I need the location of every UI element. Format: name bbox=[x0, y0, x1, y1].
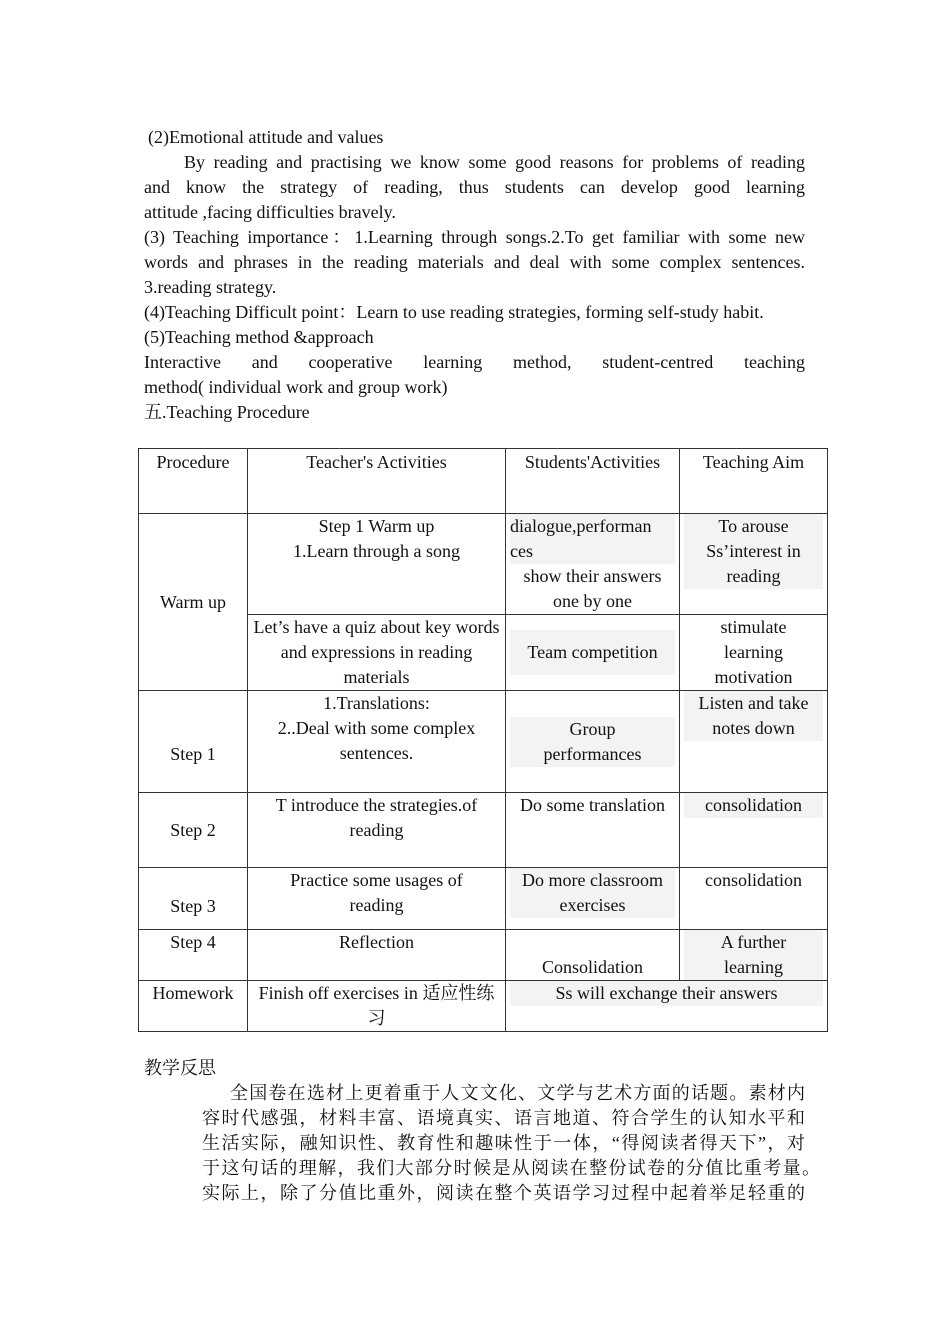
cell-text: consolidation bbox=[684, 793, 823, 818]
heading-method: (5)Teaching method &approach bbox=[144, 327, 374, 347]
cell-aim bbox=[680, 930, 828, 981]
paragraph-line: 3.reading strategy. bbox=[144, 277, 277, 297]
cell-line: one by one bbox=[553, 591, 632, 611]
cell-teacher: Finish off exercises in 适应性练习 bbox=[248, 981, 506, 1032]
reflection-line: 实际上，除了分值比重外，阅读在整个英语学习过程中起着举足轻重的 bbox=[202, 1183, 805, 1203]
header-teacher: Teacher's Activities bbox=[248, 449, 506, 514]
table-row bbox=[139, 981, 828, 1032]
reflection-line: 于这句话的理解，我们大部分时候是从阅读在整份试卷的分值比重考量。 bbox=[202, 1158, 820, 1178]
table-row bbox=[139, 868, 828, 930]
cell-teacher bbox=[248, 514, 506, 615]
cell-aim: stimulate learning motivation bbox=[680, 615, 828, 691]
cell-aim bbox=[680, 514, 828, 615]
cell-line: ces bbox=[510, 539, 675, 564]
cell-students bbox=[506, 514, 680, 615]
cell-teacher: Reflection bbox=[248, 930, 506, 981]
cell-line: show their answers bbox=[523, 566, 662, 586]
table-row bbox=[139, 793, 828, 868]
cell-teacher bbox=[248, 691, 506, 793]
paragraph-line: and know the strategy of reading, thus students can develop good learning bbox=[144, 177, 805, 197]
cell-teacher: Let’s have a quiz about key words and expressions in reading materials bbox=[248, 615, 506, 691]
cell-students-aim bbox=[506, 981, 828, 1032]
procedure-table bbox=[138, 448, 828, 1032]
cell-students bbox=[506, 615, 680, 691]
paragraph-line: words and phrases in the reading materials and deal with some complex sentences. bbox=[144, 252, 805, 272]
header-aim: Teaching Aim bbox=[680, 449, 828, 514]
heading-procedure: 五.Teaching Procedure bbox=[144, 402, 310, 422]
cell-teacher: Practice some usages of reading bbox=[248, 868, 506, 930]
cell-aim bbox=[680, 691, 828, 793]
cell-text: Listen and take notes down bbox=[684, 691, 823, 741]
paragraph-line: Interactive and cooperative learning method, student-centred teaching bbox=[144, 352, 805, 372]
reflection-title: 教学反思 bbox=[144, 1058, 216, 1078]
cell-text: To arouse Ss’interest in reading bbox=[684, 514, 823, 589]
paragraph-line: method( individual work and group work) bbox=[144, 377, 448, 397]
cell-aim bbox=[680, 793, 828, 868]
heading-importance: (3) Teaching importance：1.Learning through songs.2.To get familiar with some new bbox=[144, 227, 805, 247]
cell-students: Consolidation bbox=[506, 930, 680, 981]
cell-line: Step 1 Warm up bbox=[318, 516, 435, 536]
cell-procedure: Homework bbox=[139, 981, 248, 1032]
cell-line: dialogue,performan bbox=[510, 514, 675, 539]
cell-text: A further learning bbox=[684, 930, 823, 980]
heading-difficult: (4)Teaching Difficult point：Learn to use reading strategies, forming self-study habit. bbox=[144, 302, 764, 322]
heading-emotional: (2)Emotional attitude and values bbox=[148, 127, 384, 147]
cell-aim: consolidation bbox=[680, 868, 828, 930]
table-row bbox=[139, 930, 828, 981]
cell-teacher: T introduce the strategies.of reading bbox=[248, 793, 506, 868]
paragraph-line: attitude ,facing difficulties bravely. bbox=[144, 202, 396, 222]
table-row bbox=[139, 691, 828, 793]
cell-text: Do more classroom exercises bbox=[510, 868, 675, 918]
cell-line: 1.Learn through a song bbox=[293, 541, 460, 561]
header-procedure: Procedure bbox=[139, 449, 248, 514]
reflection-line: 容时代感强，材料丰富、语境真实、语言地道、符合学生的认知水平和 bbox=[202, 1108, 805, 1128]
cell-text: Team competition bbox=[510, 630, 675, 675]
cell-procedure: Step 4 bbox=[139, 930, 248, 981]
table-header-row bbox=[139, 449, 828, 514]
cell-students bbox=[506, 691, 680, 793]
reflection-line: 全国卷在选材上更着重于人文文化、文学与艺术方面的话题。素材内 bbox=[230, 1083, 805, 1103]
cell-text: Group performances bbox=[510, 717, 675, 767]
reflection-line: 生活实际，融知识性、教育性和趣味性于一体，“得阅读者得天下”，对 bbox=[202, 1133, 805, 1153]
header-students: Students'Activities bbox=[506, 449, 680, 514]
cell-procedure: Step 2 bbox=[139, 793, 248, 868]
cell-text: Ss will exchange their answers bbox=[510, 981, 823, 1006]
paragraph-line: By reading and practising we know some good reasons for problems of reading bbox=[184, 152, 805, 172]
cell-line: 2..Deal with some complex sentences. bbox=[277, 718, 476, 763]
cell-students bbox=[506, 868, 680, 930]
cell-procedure: Warm up bbox=[139, 514, 248, 691]
table-row bbox=[139, 514, 828, 615]
cell-students: Do some translation bbox=[506, 793, 680, 868]
cell-procedure: Step 3 bbox=[139, 868, 248, 930]
cell-procedure: Step 1 bbox=[139, 691, 248, 793]
cell-line: 1.Translations: bbox=[323, 693, 430, 713]
